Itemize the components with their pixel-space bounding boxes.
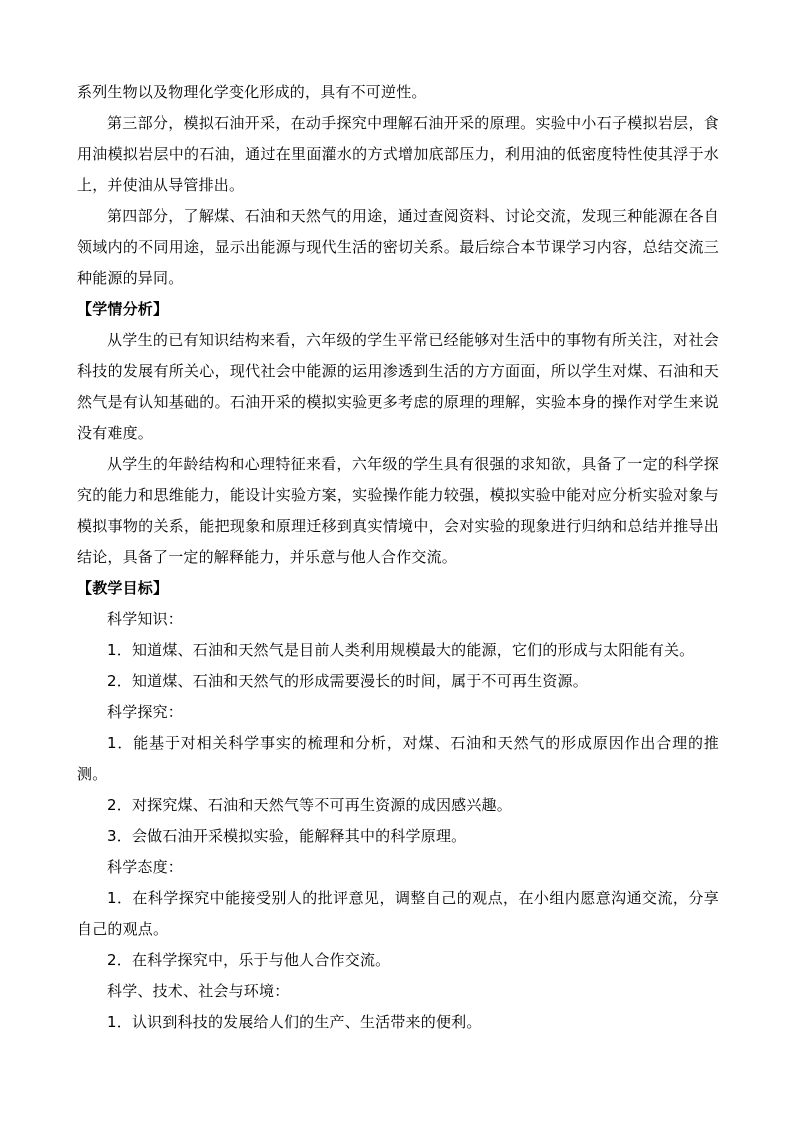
goals-heading: 【教学目标】: [77, 579, 169, 597]
attitude-item-2: 2．在科学探究中，乐于与他人合作交流。: [107, 951, 391, 969]
knowledge-item-2: 2．知道煤、石油和天然气的形成需要漫长的时间，属于不可再生资源。: [107, 672, 588, 690]
analysis-heading: 【学情分析】: [77, 300, 169, 318]
knowledge-label: 科学知识：: [107, 610, 184, 628]
knowledge-item-1: 1．知道煤、石油和天然气是目前人类利用规模最大的能源，它们的形成与太阳能有关。: [107, 641, 695, 659]
analysis-paragraph-2: 从学生的年龄结构和心理特征来看，六年级的学生具有很强的求知欲，具备了一定的科学探究的能力和思维能力，能设计实验方案，实验操作能力较强，模拟实验中能对应分析实验对象与模拟事物的关系，能把现象和原理迁移到真实情境中，会对实验的现象进行归纳和总结并推导出结论，具备了一定的解释能力，并乐意与他人合作交流。: [77, 455, 719, 566]
inquiry-label: 科学探究：: [107, 703, 184, 721]
inquiry-item-3: 3．会做石油开采模拟实验，能解释其中的科学原理。: [107, 827, 467, 845]
attitude-item-1: 1．在科学探究中能接受别人的批评意见，调整自己的观点，在小组内愿意沟通交流，分享自己的观点。: [77, 889, 719, 938]
stse-label: 科学、技术、社会与环境：: [107, 982, 290, 1000]
document-body: [77, 77, 719, 1038]
stse-item-1: 1．认识到科技的发展给人们的生产、生活带来的便利。: [107, 1013, 482, 1031]
analysis-paragraph-1: 从学生的已有知识结构来看，六年级的学生平常已经能够对生活中的事物有所关注，对社会科技的发展有所关心，现代社会中能源的运用渗透到生活的方方面面，所以学生对煤、石油和天然气是有认知基础的。石油开采的模拟实验更多考虑的原理的理解，实验本身的操作对学生来说没有难度。: [77, 331, 719, 442]
inquiry-item-2: 2．对探究煤、石油和天然气等不可再生资源的成因感兴趣。: [107, 796, 512, 814]
inquiry-item-1: 1．能基于对相关科学事实的梳理和分析，对煤、石油和天然气的形成原因作出合理的推测。: [77, 734, 719, 783]
intro-part3-paragraph: 第三部分，模拟石油开采，在动手探究中理解石油开采的原理。实验中小石子模拟岩层，食用油模拟岩层中的石油，通过在里面灌水的方式增加底部压力，利用油的低密度特性使其浮于水上，并使油从导管排出。: [77, 114, 719, 194]
attitude-label: 科学态度：: [107, 858, 184, 876]
intro-continuation: 系列生物以及物理化学变化形成的，具有不可逆性。: [77, 83, 427, 101]
intro-part4-paragraph: 第四部分，了解煤、石油和天然气的用途，通过查阅资料、讨论交流，发现三种能源在各自领域内的不同用途，显示出能源与现代生活的密切关系。最后综合本节课学习内容，总结交流三种能源的异同。: [77, 207, 719, 287]
